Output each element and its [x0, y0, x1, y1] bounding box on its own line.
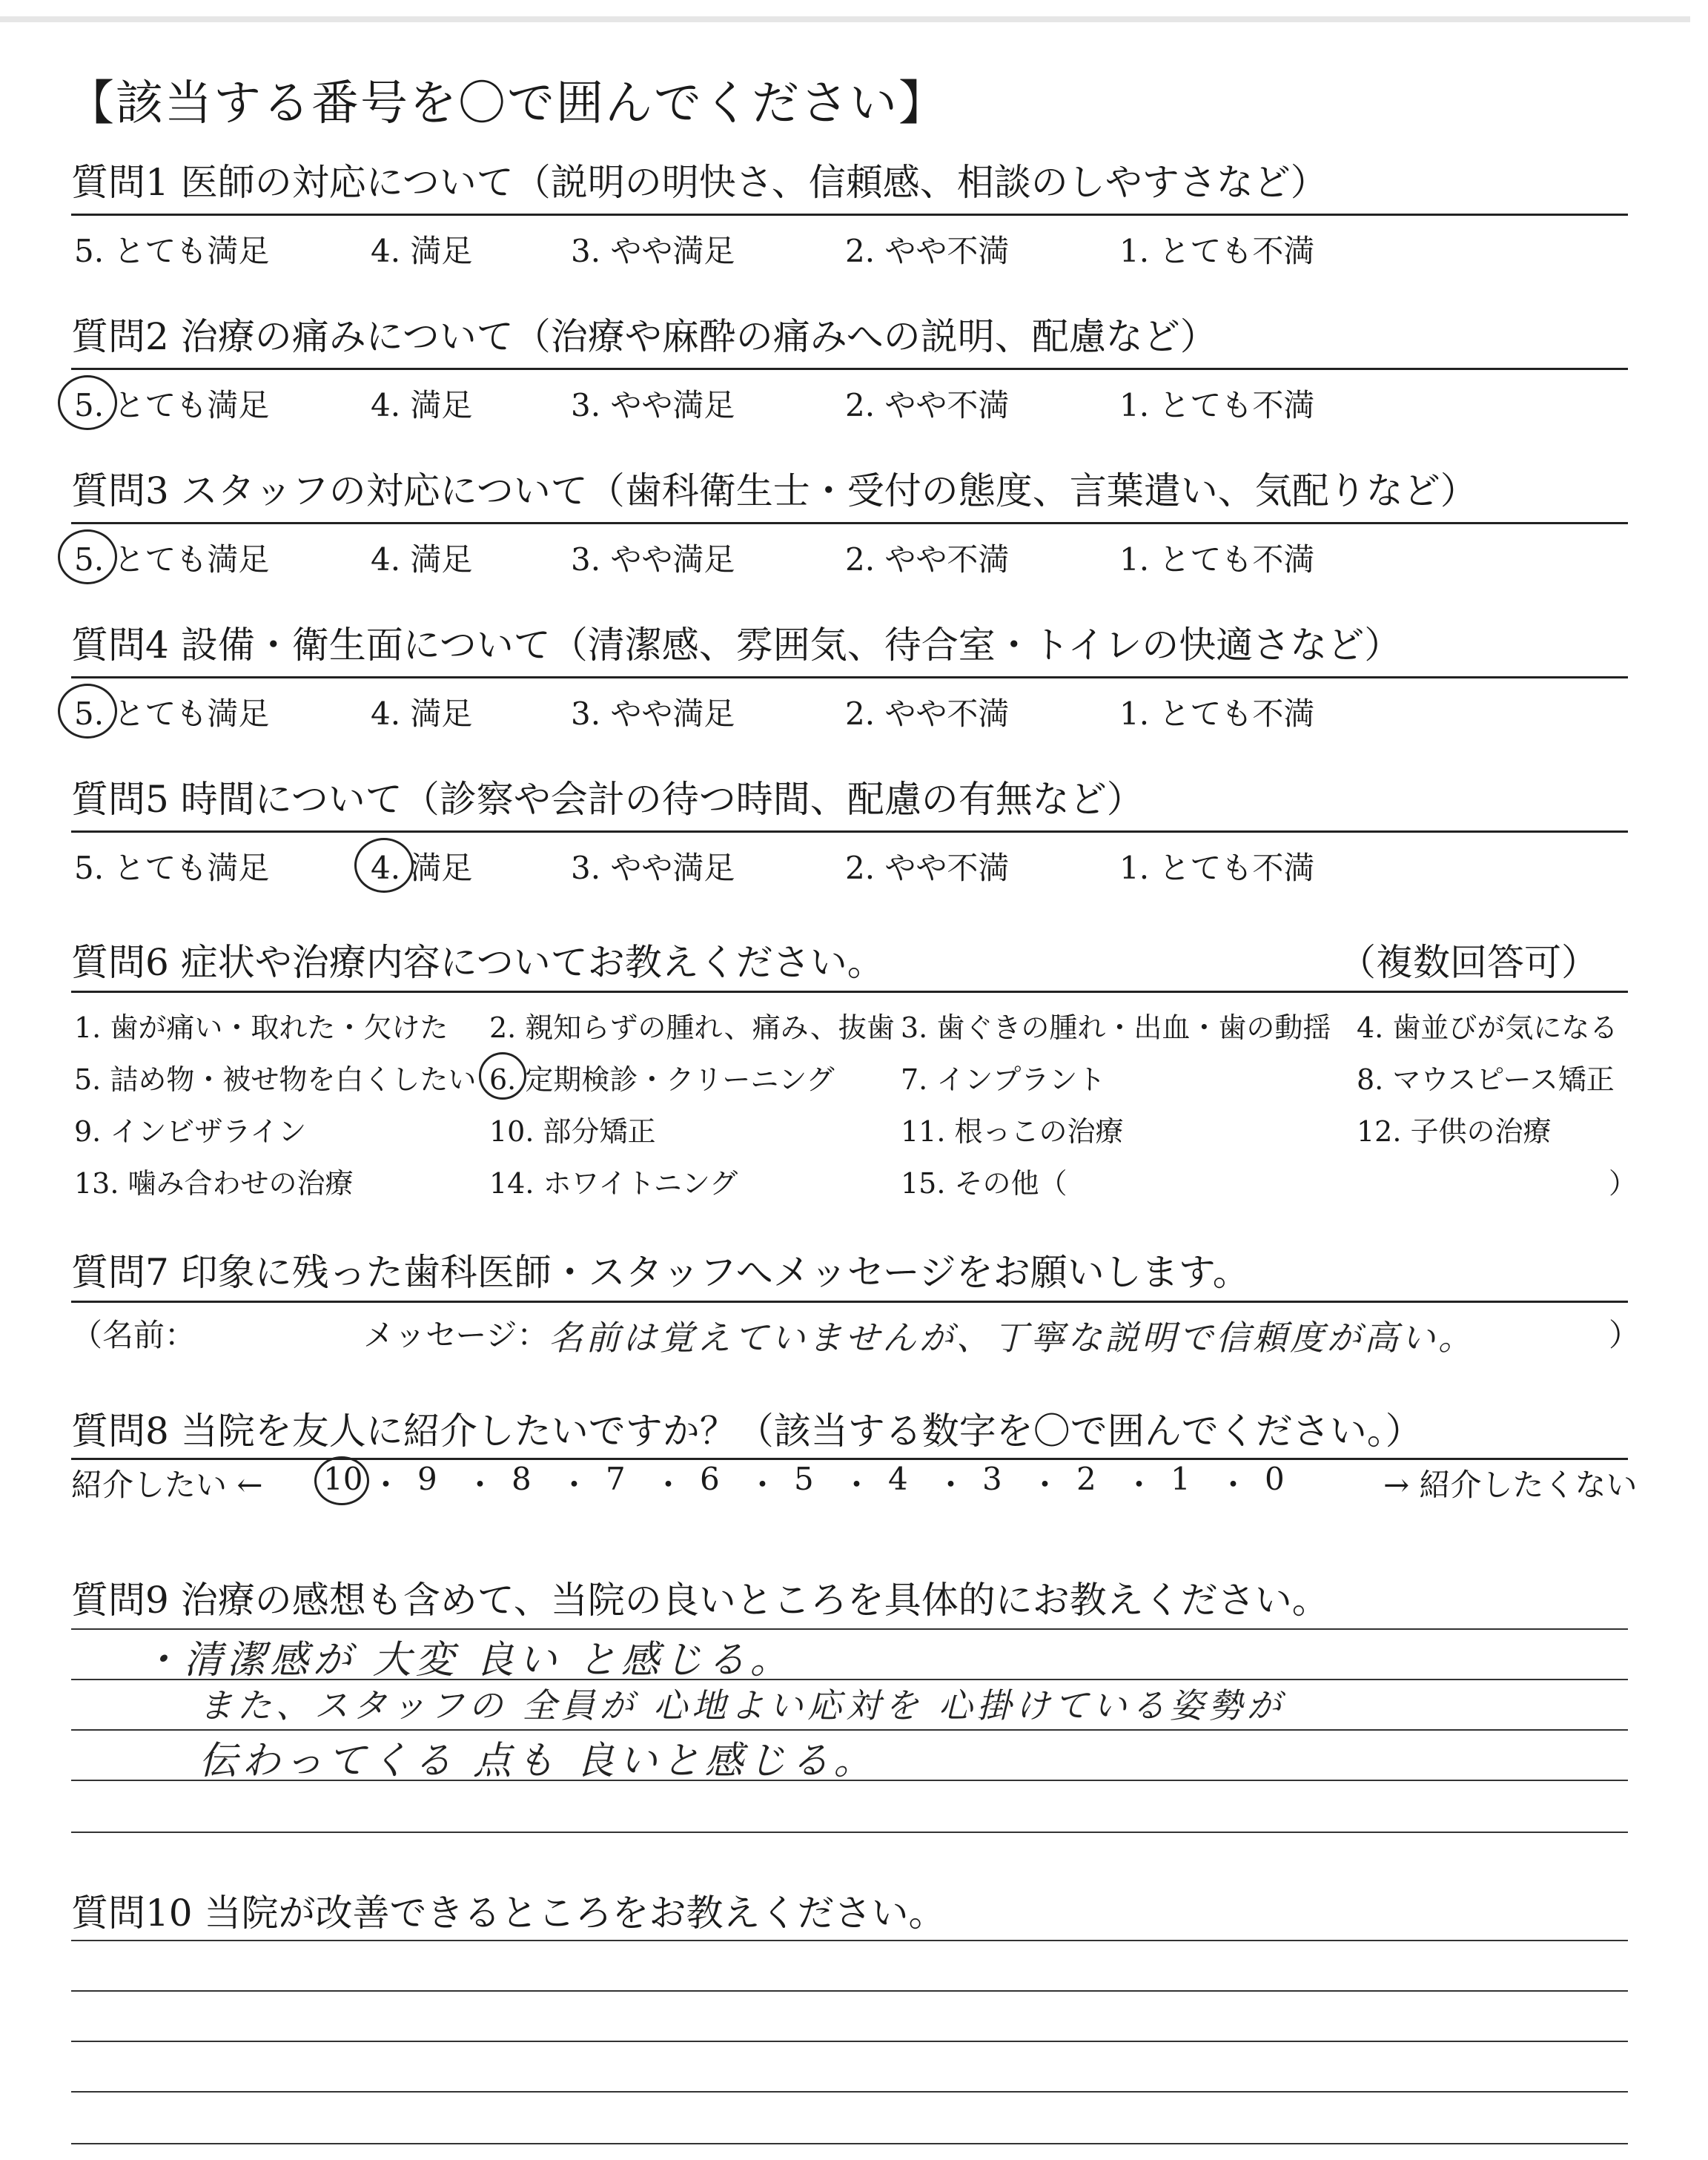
rating-option[interactable]: 4. 満足	[371, 850, 473, 886]
multiple-answer-note: （複数回答可）	[1339, 941, 1598, 984]
rating-option[interactable]: 5. とても満足	[74, 541, 270, 578]
question-2-label: 質問2 治療の痛みについて（治療や麻酔の痛みへの説明、配慮など）	[71, 315, 1217, 358]
scale-option[interactable]: 8	[512, 1461, 532, 1497]
scale-right-label: → 紹介したくない	[1383, 1467, 1638, 1503]
symptom-option[interactable]: 3. 歯ぐきの腫れ・出血・歯の動揺	[901, 1011, 1331, 1044]
question-1	[71, 156, 1628, 209]
symptom-option[interactable]: 10. 部分矯正	[489, 1115, 656, 1148]
question-3	[71, 464, 1628, 518]
question-5-label: 質問5 時間について（診察や会計の待つ時間、配慮の有無など）	[71, 778, 1144, 821]
message-text: 名前は覚えていませんが、丁寧な説明で信頼度が高い。	[549, 1318, 1475, 1358]
answer-line-3: 伝わってくる 点も 良いと感じる。	[199, 1739, 877, 1783]
question-4	[71, 618, 1628, 672]
scale-option[interactable]: 9	[417, 1461, 437, 1497]
answer-line-1: ・清潔感が 大変 良い と感じる。	[141, 1638, 793, 1682]
scale-separator: ・	[841, 1467, 873, 1503]
question-6-rule	[71, 991, 1628, 993]
rating-option[interactable]: 3. やや満足	[571, 233, 735, 269]
rating-option[interactable]: 1. とても不満	[1119, 696, 1315, 732]
rating-option[interactable]: 3. やや満足	[571, 541, 735, 578]
question-4-rule	[71, 676, 1628, 678]
scale-option[interactable]: 7	[606, 1461, 626, 1497]
question-8-rule	[71, 1458, 1628, 1460]
rating-option[interactable]: 5. とても満足	[74, 387, 270, 423]
rating-option[interactable]: 4. 満足	[371, 387, 473, 423]
q10-line-5	[71, 2143, 1628, 2144]
rating-option[interactable]: 2. やや不満	[845, 850, 1010, 886]
symptom-option[interactable]: 15. その他（	[901, 1167, 1068, 1200]
scale-separator: ・	[652, 1467, 684, 1503]
rating-option[interactable]: 3. やや満足	[571, 850, 735, 886]
symptom-option[interactable]: 12. 子供の治療	[1357, 1115, 1552, 1148]
symptom-option[interactable]: 14. ホワイトニング	[489, 1167, 738, 1200]
scale-separator: ・	[1029, 1467, 1061, 1503]
rating-option[interactable]: 2. やや不満	[845, 387, 1010, 423]
rating-option[interactable]: 2. やや不満	[845, 696, 1010, 732]
question-7	[71, 1246, 1628, 1299]
question-2-rule	[71, 368, 1628, 370]
scale-option[interactable]: 4	[888, 1461, 908, 1497]
q10-line-1	[71, 1940, 1628, 1941]
scale-left-label: 紹介したい ←	[71, 1467, 263, 1503]
scale-separator: ・	[1217, 1467, 1249, 1503]
scale-separator: ・	[370, 1467, 402, 1503]
scan-edge	[0, 16, 1690, 22]
scale-separator: ・	[1123, 1467, 1155, 1503]
question-7-label: 質問7 印象に残った歯科医師・スタッフへメッセージをお願いします。	[71, 1251, 1250, 1294]
question-3-label: 質問3 スタッフの対応について（歯科衛生士・受付の態度、言葉遣い、気配りなど）	[71, 469, 1477, 512]
rating-option[interactable]: 2. やや不満	[845, 233, 1010, 269]
q10-line-4	[71, 2091, 1628, 2093]
question-9	[71, 1573, 1628, 1627]
question-4-options	[74, 690, 1631, 734]
symptom-option[interactable]: 13. 噛み合わせの治療	[74, 1167, 354, 1200]
question-5-options	[74, 844, 1631, 888]
q10-line-3	[71, 2041, 1628, 2042]
scale-option[interactable]: 1	[1171, 1461, 1191, 1497]
rating-option[interactable]: 1. とても不満	[1119, 387, 1315, 423]
q9-line-5	[71, 1832, 1628, 1833]
rating-option[interactable]: 1. とても不満	[1119, 541, 1315, 578]
recommend-scale	[71, 1461, 1638, 1505]
scale-option[interactable]: 3	[982, 1461, 1002, 1497]
rating-option[interactable]: 4. 満足	[371, 541, 473, 578]
question-10	[71, 1886, 1628, 1940]
question-6	[71, 936, 1628, 989]
rating-option[interactable]: 5. とても満足	[74, 696, 270, 732]
symptom-option[interactable]: 7. インプラント	[901, 1063, 1106, 1096]
message-close-paren: ）	[1609, 1317, 1641, 1353]
selection-circle	[58, 684, 117, 739]
symptom-option[interactable]: 9. インビザライン	[74, 1115, 307, 1148]
q10-line-2	[71, 1990, 1628, 1992]
form-title: 【該当する番号を〇で囲んでください】	[67, 76, 947, 131]
rating-option[interactable]: 1. とても不満	[1119, 850, 1315, 886]
question-1-rule	[71, 214, 1628, 216]
selection-circle	[58, 375, 117, 430]
scale-separator: ・	[747, 1467, 778, 1503]
symptom-option[interactable]: 1. 歯が痛い・取れた・欠けた	[74, 1011, 448, 1044]
symptom-option[interactable]: 5. 詰め物・被せ物を白くしたい	[74, 1063, 477, 1096]
question-5	[71, 773, 1628, 826]
scale-option[interactable]: 0	[1265, 1461, 1285, 1497]
symptom-option[interactable]: 11. 根っこの治療	[901, 1115, 1124, 1148]
question-3-options	[74, 535, 1631, 580]
rating-option[interactable]: 1. とても不満	[1119, 233, 1315, 269]
question-2	[71, 310, 1628, 363]
scale-option[interactable]: 5	[794, 1461, 814, 1497]
scale-separator: ・	[464, 1467, 496, 1503]
other-close-paren: ）	[1609, 1167, 1638, 1200]
scale-separator: ・	[935, 1467, 967, 1503]
scale-option[interactable]: 2	[1076, 1461, 1096, 1497]
answer-line-2: また、スタッフの 全員が 心地よい応対を 心掛けている姿勢が	[199, 1685, 1285, 1725]
question-8	[71, 1404, 1628, 1458]
name-label: （名前：	[71, 1317, 196, 1353]
question-8-label: 質問8 当院を友人に紹介したいですか？（該当する数字を〇で囲んでください。）	[71, 1410, 1423, 1453]
rating-option[interactable]: 4. 満足	[371, 696, 473, 732]
question-1-options	[74, 227, 1631, 271]
scale-option[interactable]: 10	[323, 1461, 363, 1497]
scale-option[interactable]: 6	[700, 1461, 720, 1497]
scale-separator: ・	[558, 1467, 590, 1503]
symptom-option[interactable]: 2. 親知らずの腫れ、痛み、抜歯	[489, 1011, 895, 1044]
question-5-rule	[71, 830, 1628, 833]
question-2-options	[74, 381, 1631, 426]
rating-option[interactable]: 5. とても満足	[74, 850, 270, 886]
symptom-option[interactable]: 8. マウスピース矯正	[1357, 1063, 1615, 1096]
question-3-rule	[71, 522, 1628, 524]
selection-circle	[314, 1456, 369, 1505]
rating-option[interactable]: 2. やや不満	[845, 541, 1010, 578]
rating-option[interactable]: 3. やや満足	[571, 387, 735, 423]
question-1-label: 質問1 医師の対応について（説明の明快さ、信頼感、相談のしやすさなど）	[71, 161, 1328, 204]
rating-option[interactable]: 3. やや満足	[571, 696, 735, 732]
question-9-label: 質問9 治療の感想も含めて、当院の良いところを具体的にお教えください。	[71, 1579, 1329, 1622]
selection-circle	[354, 838, 414, 893]
message-label: メッセージ：	[363, 1317, 549, 1353]
symptom-option[interactable]: 4. 歯並びが気になる	[1357, 1011, 1618, 1044]
rating-option[interactable]: 5. とても満足	[74, 233, 270, 269]
question-4-label: 質問4 設備・衛生面について（清潔感、雰囲気、待合室・トイレの快適さなど）	[71, 624, 1402, 667]
question-7-rule	[71, 1301, 1628, 1303]
question-10-label: 質問10 当院が改善できるところをお教えください。	[71, 1892, 946, 1935]
selection-circle	[58, 529, 117, 584]
selection-circle	[479, 1052, 526, 1100]
symptom-option[interactable]: 6. 定期検診・クリーニング	[489, 1063, 835, 1096]
rating-option[interactable]: 4. 満足	[371, 233, 473, 269]
question-6-label: 質問6 症状や治療内容についてお教えください。	[71, 941, 884, 984]
